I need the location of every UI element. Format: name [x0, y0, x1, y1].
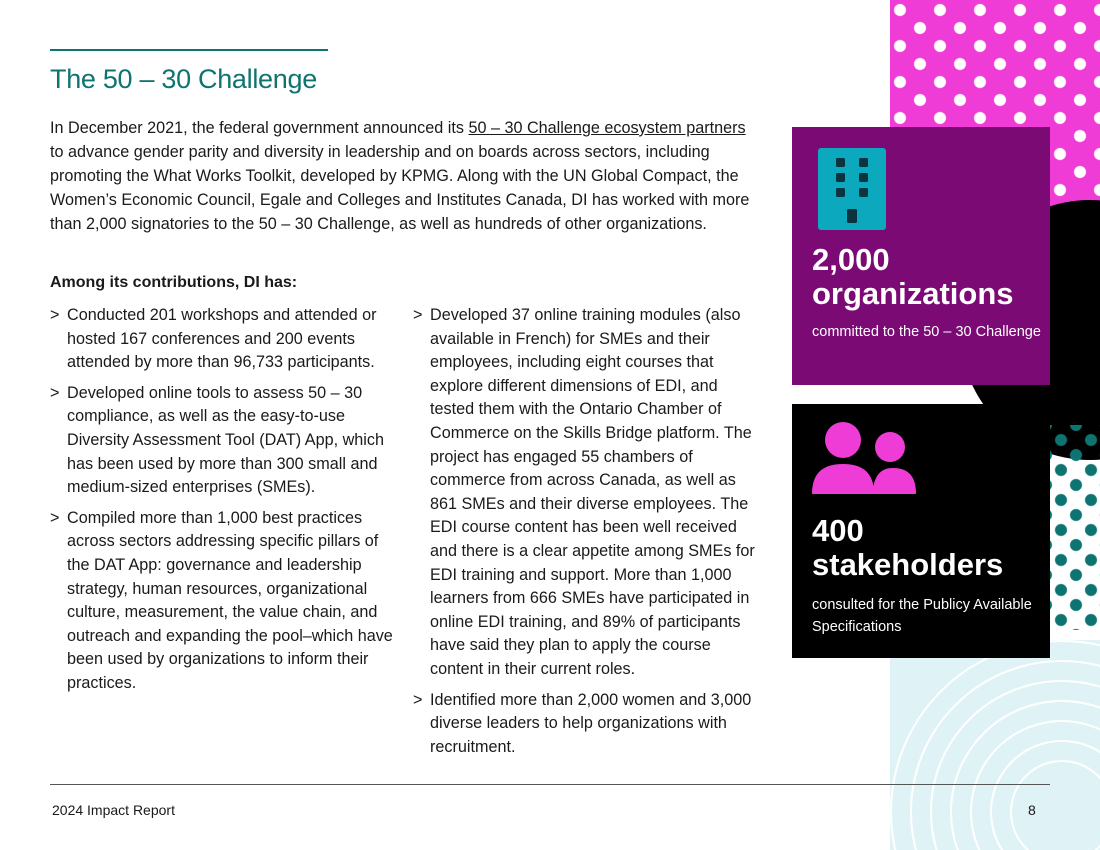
- stat-unit: organizations: [812, 276, 1014, 311]
- people-icon: [812, 422, 918, 498]
- intro-paragraph: [50, 116, 762, 236]
- footer-rule: [50, 784, 1050, 785]
- page-title: The 50 – 30 Challenge: [50, 64, 317, 94]
- stat-value: 2,000: [812, 242, 890, 277]
- stat-number: [812, 243, 1014, 311]
- stat-number: [812, 514, 1003, 582]
- stat-card-organizations: [792, 127, 1050, 385]
- report-name: 2024 Impact Report: [52, 802, 175, 818]
- contributions-heading: Among its contributions, DI has:: [50, 274, 298, 291]
- list-item: > Conducted 201 workshops and attended or hosted 167 conferences and 200 events attended by more than 96,733 participants.: [50, 304, 400, 375]
- intro-text-end: to advance gender parity and diversity in leadership and on boards across sectors, including promoting the What Works Toolkit, developed by KPMG. Along with the UN Global Compact, the Women’s Economic Council, Egale and Colleges and Institutes Canada, DI has worked with more than 2,000 signatories to the 50 – 30 Challenge, as well as hundreds of other organizations.: [50, 143, 750, 233]
- contributions-column-2: [413, 304, 765, 766]
- list-item: > Identified more than 2,000 women and 3,000 diverse leaders to help organizations with recruitment.: [413, 689, 765, 760]
- stat-unit: stakeholders: [812, 547, 1004, 582]
- stat-value: 400: [812, 513, 864, 548]
- light-arc-pattern: [890, 640, 1100, 850]
- stat-description: consulted for the Publicy Available Specifications: [812, 597, 1032, 635]
- title-rule: [50, 49, 328, 51]
- stat-description: committed to the 50 – 30 Challenge: [812, 324, 1041, 340]
- list-item: > Compiled more than 1,000 best practices across sectors addressing specific pillars of the DAT App: governance and leadership strategy, human resources, organizational culture, measurement, the value chain, and outreach and expanding the pool–which have been used by organizations to inform their practices.: [50, 507, 400, 696]
- list-item: > Developed online tools to assess 50 – 30 compliance, as well as the easy-to-use Diversity Assessment Tool (DAT) App, which has been used by more than 300 small and medium-sized enterprises (SMEs).: [50, 382, 400, 500]
- teal-dot-pattern: [1046, 425, 1100, 630]
- stat-card-stakeholders: [792, 404, 1050, 658]
- list-item: > Developed 37 online training modules (also available in French) for SMEs and their employees, including eight courses that explore different dimensions of EDI, and tested them with the Ontario Chamber of Commerce on the Skills Bridge platform. The project has engaged 55 chambers of commerce from across Canada, as well as 861 SMEs and their diverse employees. The EDI course content has been well received and there is a clear appetite among SMEs for EDI training and support. More than 1,000 learners from 666 SMEs have participated in online EDI training, and 89% of participants have said they plan to apply the course content in their current roles.: [413, 304, 765, 682]
- intro-text-start: In December 2021, the federal government announced its: [50, 119, 469, 137]
- page-number: 8: [1028, 802, 1036, 818]
- ecosystem-partners-link[interactable]: 50 – 30 Challenge ecosystem partners: [468, 119, 746, 137]
- building-icon: [818, 148, 886, 230]
- contributions-column-1: [50, 304, 400, 703]
